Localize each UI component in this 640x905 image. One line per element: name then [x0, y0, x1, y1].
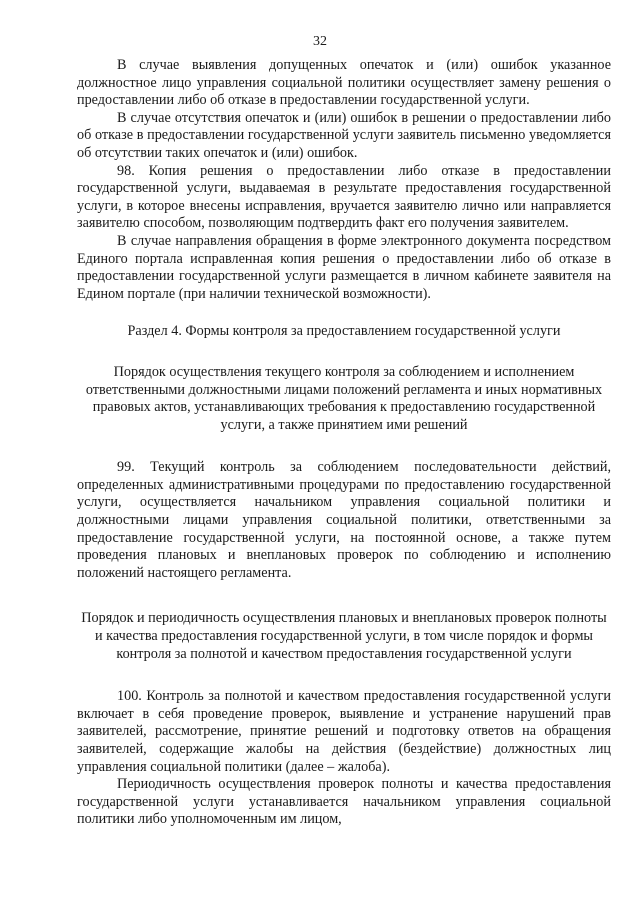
paragraph-typo-correction: В случае выявления допущенных опечаток и (или) ошибок указанное должностное лицо управления социальной политики осуществляет замену решения о предоставлении либо об отказе в предоставлении государственной услуги.	[77, 57, 611, 109]
paragraph-100: 100. Контроль за полнотой и качеством предоставления государственной услуги включает в себя проведение проверок, выявление и устранение нарушений прав заявителей, рассмотрение, принятие решений и подготовку ответов на обращения заявителей, содержащие жалобы на действия (бездействие) должностных лиц управления социальной политики (далее – жалоба).	[77, 688, 611, 775]
paragraph-99: 99. Текущий контроль за соблюдением последовательности действий, определенных административными процедурами по предоставлению государственной услуги, осуществляется начальником управления социальной политики и должностными лицами управления социальной политики, ответственными за предоставление государственной услуги, на постоянной основе, а также путем проведения плановых и внеплановых проверок по соблюдению и исполнению положений настоящего регламента.	[77, 459, 611, 581]
paragraph-electronic-document: В случае направления обращения в форме электронного документа посредством Единого портала исправленная копия решения о предоставлении либо об отказе в предоставлении государственной услуги размещается в личном кабинете заявителя на Едином портале (при наличии технической возможности).	[77, 232, 611, 302]
subheading-inspections: Порядок и периодичность осуществления плановых и внеплановых проверок полноты и качества предоставления государственной услуги, в том числе порядок и формы контроля за полнотой и качеством предоставления государственной услуги	[81, 610, 607, 662]
document-body	[77, 57, 611, 829]
paragraph-no-typos: В случае отсутствия опечаток и (или) ошибок в решении о предоставлении либо об отказе в предоставлении государственной услуги заявитель письменно уведомляется об отсутствии таких опечаток и (или) ошибок.	[77, 109, 611, 161]
paragraph-inspection-frequency: Периодичность осуществления проверок полноты и качества предоставления государственной услуги устанавливается начальником управления социальной политики либо уполномоченным им лицом,	[77, 776, 611, 828]
paragraph-98: 98. Копия решения о предоставлении либо отказе в предоставлении государственной услуги, выдаваемая в результате предоставления государственной услуги, в которое внесены исправления, вручается заявителю лично или направляется заявителю способом, позволяющим подтвердить факт его получения заявителем.	[77, 162, 611, 232]
page-number: 32	[313, 34, 327, 49]
section-title: Раздел 4. Формы контроля за предоставлением государственной услуги	[127, 323, 561, 340]
subheading-current-control: Порядок осуществления текущего контроля за соблюдением и исполнением ответственными должностными лицами положений регламента и иных нормативных правовых актов, устанавливающих требования к предоставлению государственной услуги, а также принятием ими решений	[85, 363, 603, 433]
